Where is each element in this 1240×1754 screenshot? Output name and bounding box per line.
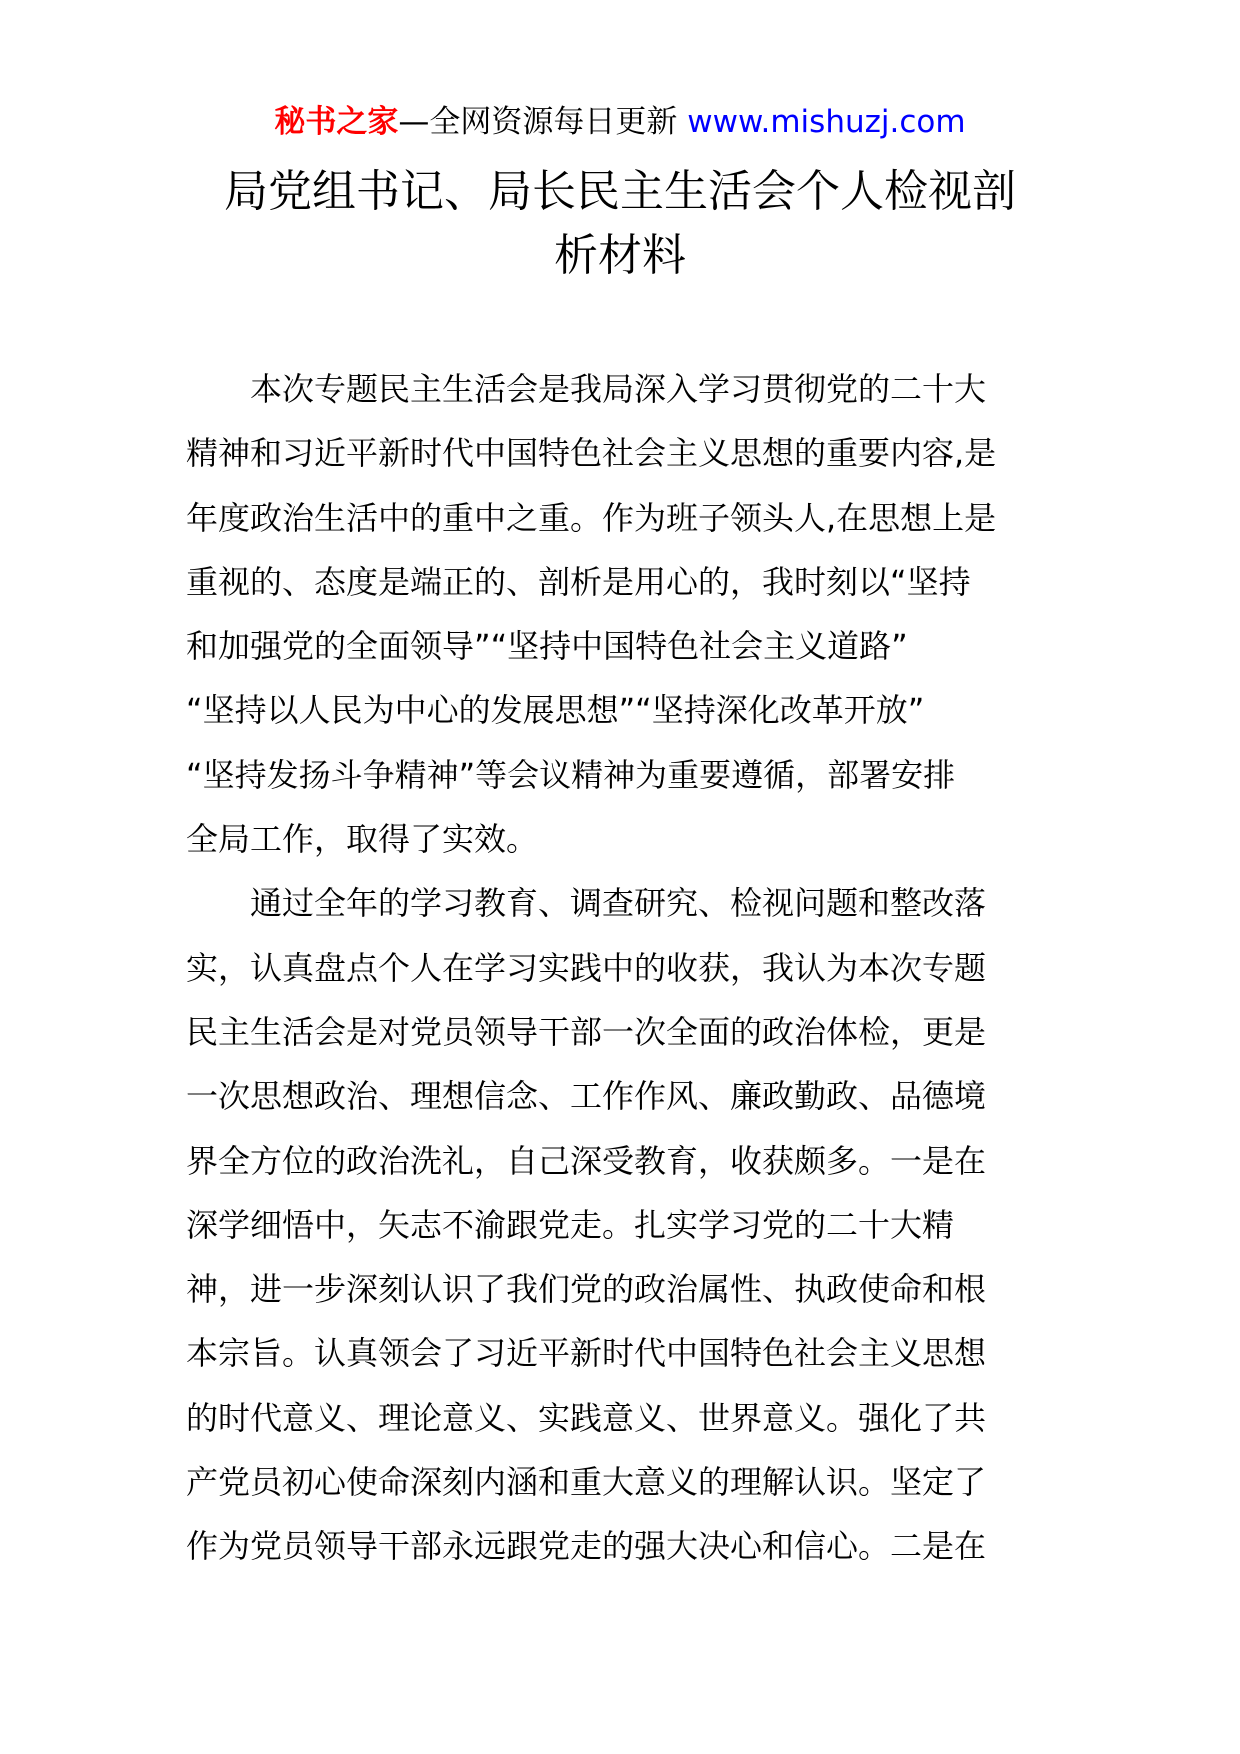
- text-line: 产党员初心使命深刻内涵和重大意义的理解认识。坚定了: [186, 1463, 987, 1502]
- title-line: 局党组书记、局长民主生活会个人检视剖: [224, 166, 1016, 217]
- text-line: 民主生活会是对党员领导干部一次全面的政治体检，更是: [186, 1012, 987, 1051]
- text-line: 界全方位的政治洗礼，自己深受教育，收获颇多。一是在: [186, 1141, 987, 1180]
- text-line: 本宗旨。认真领会了习近平新时代中国特色社会主义思想: [186, 1334, 987, 1373]
- text-line: 年度政治生活中的重中之重。作为班子领头人,在思想上是: [186, 498, 997, 537]
- text-line: 的时代意义、理论意义、实践意义、世界意义。强化了共: [186, 1398, 987, 1437]
- text-line: 神，进一步深刻认识了我们党的政治属性、执政使命和根: [186, 1270, 987, 1309]
- text-line: 和加强党的全面领导”“坚持中国特色社会主义道路”: [186, 627, 908, 666]
- text-line: 全局工作，取得了实效。: [186, 820, 539, 859]
- text-line: 重视的、态度是端正的、剖析是用心的，我时刻以“坚持: [186, 562, 971, 601]
- title-line: 析材料: [554, 230, 686, 281]
- text-line: 实，认真盘点个人在学习实践中的收获，我认为本次专题: [186, 948, 987, 987]
- document-body: [186, 357, 1050, 1579]
- text-line: 本次专题民主生活会是我局深入学习贯彻党的二十大: [250, 370, 987, 408]
- text-line: “坚持发扬斗争精神”等会议精神为重要遵循，部署安排: [186, 755, 956, 794]
- document-title: [0, 160, 1240, 288]
- text-line: 作为党员领导干部永远跟党走的强大决心和信心。二是在: [186, 1527, 987, 1566]
- brand-name: 秘书之家: [274, 104, 399, 140]
- paragraph-1: [186, 357, 1050, 871]
- header-url-link[interactable]: www.mishuzj.com: [687, 104, 966, 140]
- text-line: 精神和习近平新时代中国特色社会主义思想的重要内容,是: [186, 434, 997, 473]
- site-header: [0, 102, 1240, 142]
- paragraph-2: [186, 871, 1050, 1578]
- header-tagline: —全网资源每日更新: [398, 104, 688, 140]
- text-line: 深学细悟中，矢志不渝跟党走。扎实学习党的二十大精: [186, 1205, 955, 1244]
- text-line: 一次思想政治、理想信念、工作作风、廉政勤政、品德境: [186, 1077, 987, 1116]
- text-line: “坚持以人民为中心的发展思想”“坚持深化改革开放”: [186, 691, 925, 730]
- text-line: 通过全年的学习教育、调查研究、检视问题和整改落: [250, 884, 987, 923]
